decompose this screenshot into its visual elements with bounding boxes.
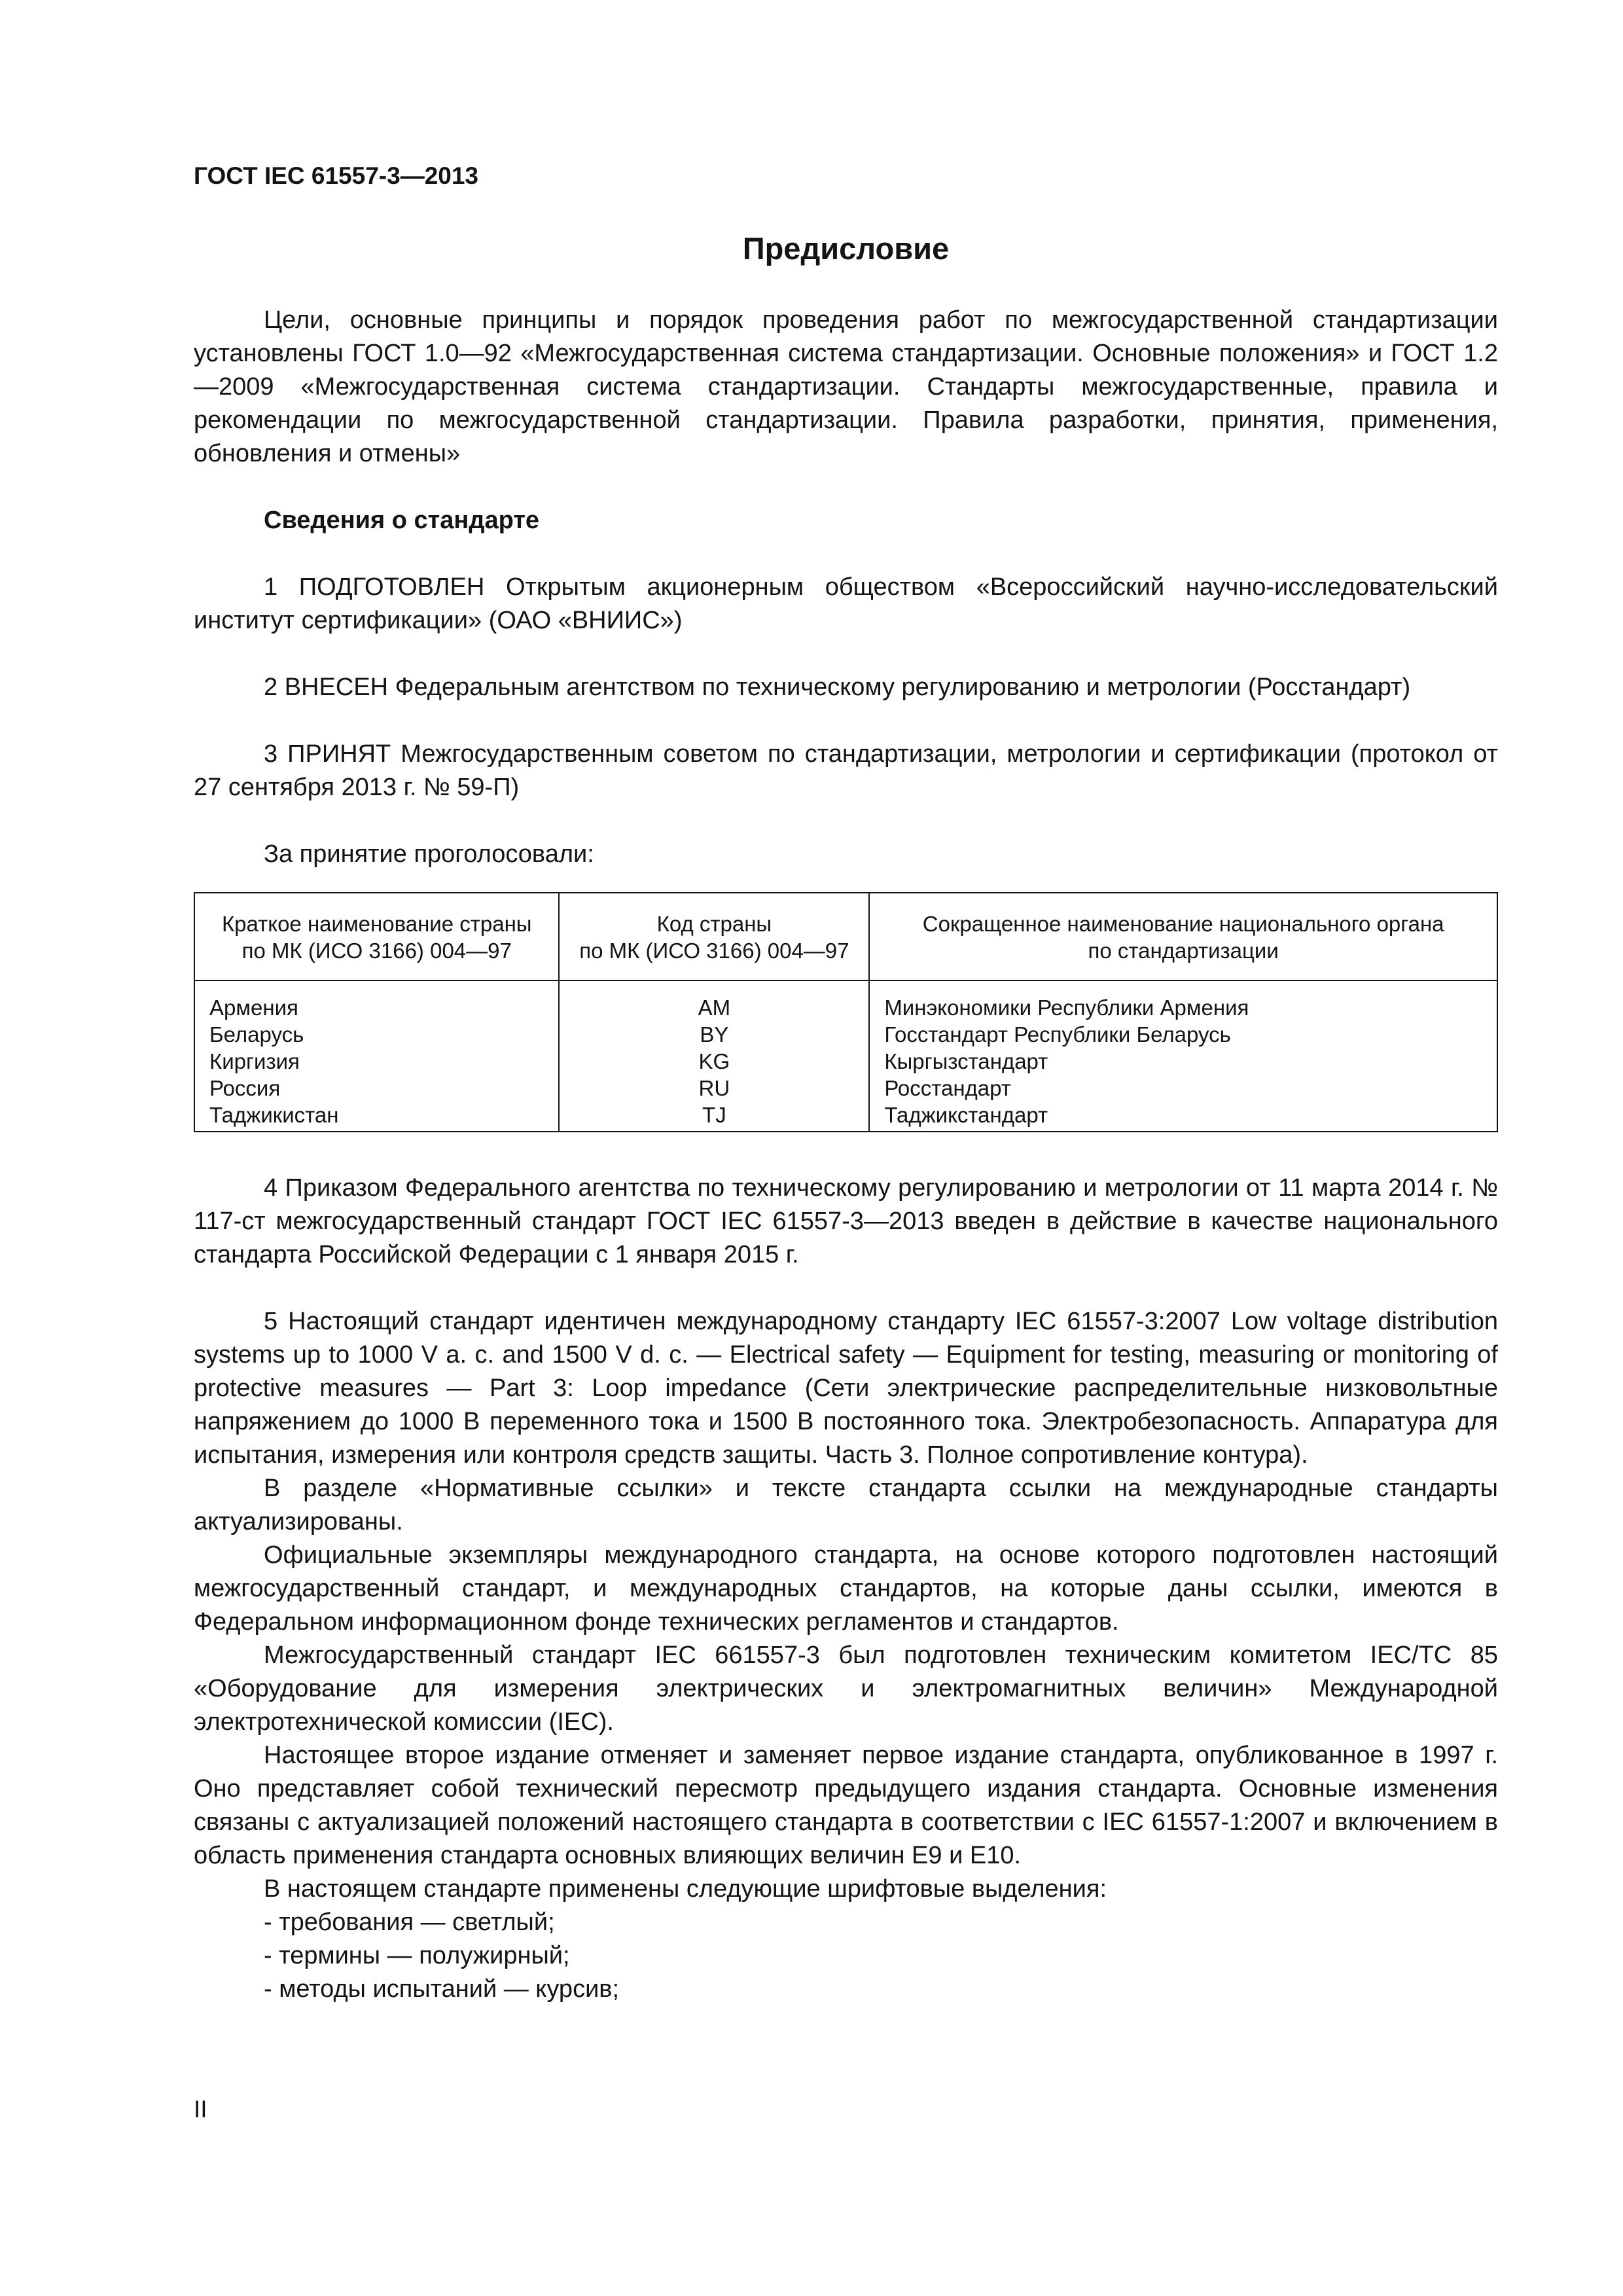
- code-cell: BY: [559, 1021, 869, 1048]
- second-edition-paragraph: Настоящее второе издание отменяет и заменяет первое издание стандарта, опубликованное в 1997 г. Оно представляет собой технический пересмотр предыдущего издания стандарта. Основные изменения связаны с актуализацией положений настоящего стандарта в соответствии с IEC 61557-1:2007 и включением в область применения стандарта основных влияющих величин Е9 и Е10.: [194, 1742, 1498, 1869]
- header-country-name: Краткое наименование страны по МК (ИСО 3166) 004—97: [194, 893, 559, 980]
- body-cell: Госстандарт Республики Беларусь: [869, 1021, 1497, 1048]
- list-item: - термины — полужирный;: [264, 1942, 570, 1969]
- font-highlights-list: [194, 1906, 1498, 2006]
- page-title: Предисловие: [742, 231, 950, 266]
- normative-references-paragraph: В разделе «Нормативные ссылки» и тексте стандарта ссылки на международные стандарты актуализированы.: [194, 1475, 1498, 1535]
- body-cell: Минэкономики Республики Армения: [869, 980, 1497, 1021]
- item-5-identical: 5 Настоящий стандарт идентичен международному стандарту IEC 61557-3:2007 Low voltage distribution systems up to 1000 V a. c. and 1500 V d. c. — Electrical safety — Equipment for testing, measuring or monitoring of protective measures — Part 3: Loop impedance (Сети электрические распределительные низковольтные напряжением до 1000 В переменного тока и 1500 В постоянного тока. Электробезопасность. Аппаратура для испытания, измерения или контроля средств защиты. Часть 3. Полное сопротивление контура).: [194, 1308, 1498, 1469]
- table-row: [194, 1048, 1497, 1075]
- country-cell: Армения: [194, 980, 559, 1021]
- code-cell: KG: [559, 1048, 869, 1075]
- vote-intro: За принятие проголосовали:: [264, 840, 594, 868]
- country-cell: Таджикистан: [194, 1102, 559, 1132]
- code-cell: RU: [559, 1075, 869, 1102]
- page-number: II: [194, 2096, 207, 2123]
- font-highlights-paragraph: В настоящем стандарте применены следующие шрифтовые выделения:: [264, 1875, 1107, 1903]
- item-2-introduced: 2 ВНЕСЕН Федеральным агентством по техническому регулированию и метрологии (Росстандарт): [264, 673, 1411, 701]
- item-4-order: 4 Приказом Федерального агентства по техническому регулированию и метрологии от 11 марта 2014 г. № 117-ст межгосударственный стандарт ГОСТ IEC 61557-3—2013 введен в действие в качестве национального стандарта Российской Федерации с 1 января 2015 г.: [194, 1174, 1498, 1268]
- country-cell: Россия: [194, 1075, 559, 1102]
- item-1-prepared: 1 ПОДГОТОВЛЕН Открытым акционерным обществом «Всероссийский научно-исследовательский институт сертификации» (ОАО «ВНИИС»): [194, 573, 1498, 634]
- code-cell: TJ: [559, 1102, 869, 1132]
- body-cell: Кыргызстандарт: [869, 1048, 1497, 1075]
- code-cell: AM: [559, 980, 869, 1021]
- document-code: ГОСТ IEC 61557-3—2013: [194, 162, 479, 189]
- intro-paragraph: Цели, основные принципы и порядок проведения работ по межгосударственной стандартизации установлены ГОСТ 1.0—92 «Межгосударственная система стандартизации. Основные положения» и ГОСТ 1.2—2009 «Межгосударственная система стандартизации. Стандарты межгосударственные, правила и рекомендации по межгосударственной стандартизации. Правила разработки, принятия, применения, обновления и отмены»: [194, 306, 1498, 467]
- list-item: - требования — светлый;: [264, 1909, 555, 1936]
- table-row: [194, 1021, 1497, 1048]
- official-copies-paragraph: Официальные экземпляры международного стандарта, на основе которого подготовлен настоящий межгосударственный стандарт, и международных стандартов, на которые даны ссылки, имеются в Федеральном информационном фонде технических регламентов и стандартов.: [194, 1541, 1498, 1636]
- document-body: [194, 304, 1498, 2006]
- country-cell: Киргизия: [194, 1048, 559, 1075]
- country-cell: Беларусь: [194, 1021, 559, 1048]
- vote-table: [194, 892, 1498, 1132]
- table-header-row: [194, 893, 1497, 980]
- section-heading: Сведения о стандарте: [264, 507, 540, 534]
- list-item: - методы испытаний — курсив;: [264, 1975, 620, 2003]
- committee-paragraph: Межгосударственный стандарт IEC 661557-3 был подготовлен техническим комитетом IEC/TC 85 «Оборудование для измерения электрических и электромагнитных величин» Международной электротехнической комиссии (IEC).: [194, 1641, 1498, 1736]
- table-row: [194, 1102, 1497, 1132]
- body-cell: Росстандарт: [869, 1075, 1497, 1102]
- table-row: [194, 980, 1497, 1021]
- item-3-adopted: 3 ПРИНЯТ Межгосударственным советом по стандартизации, метрологии и сертификации (протокол от 27 сентября 2013 г. № 59-П): [194, 740, 1498, 801]
- header-national-body: Сокращенное наименование национального органа по стандартизации: [869, 893, 1497, 980]
- body-cell: Таджикстандарт: [869, 1102, 1497, 1132]
- header-country-code: Код страны по МК (ИСО 3166) 004—97: [559, 893, 869, 980]
- table-row: [194, 1075, 1497, 1102]
